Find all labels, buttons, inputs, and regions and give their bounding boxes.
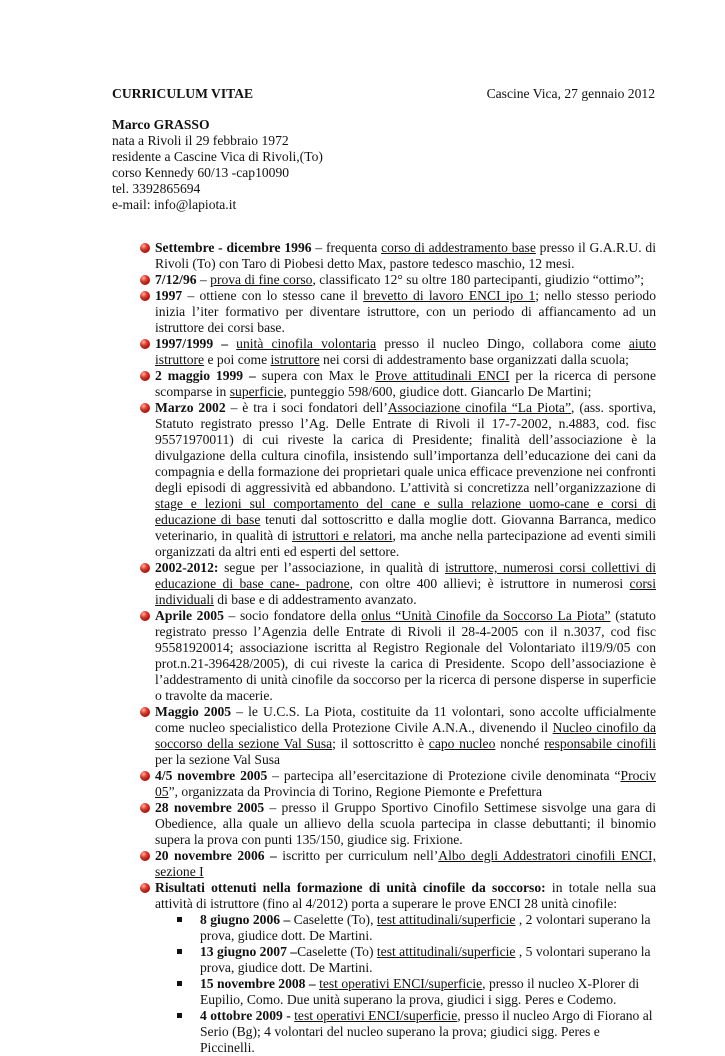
entry-text: nei corsi di addestramento base organizzati dalla scuola;: [319, 352, 629, 367]
red-bullet-icon: [140, 371, 150, 381]
entry-text: [228, 336, 236, 351]
bold-heading: Maggio 2005: [155, 704, 232, 719]
bold-heading: Aprile 2005: [155, 608, 224, 623]
underlined-text: Prove attitudinali ENCI: [375, 368, 510, 383]
list-item: [155, 768, 656, 800]
list-item: [155, 800, 656, 848]
bold-heading: 8 giugno 2006 –: [200, 912, 291, 927]
entry-text: , punteggio 598/600, giudice dott. Giancarlo De Martini;: [283, 384, 592, 399]
entry-text: in totale nella sua attività di istruttore (fino al 4/2012) porta a superare le prove ENCI 28 unità cinofile:: [155, 880, 656, 911]
entry-text: ”, organizzata da Provincia di Torino, Regione Piemonte e Prefettura: [168, 784, 542, 799]
entry-text: iscritto per curriculum nell’: [276, 848, 439, 863]
list-item: [155, 240, 656, 272]
underlined-text: Prociv 05: [155, 768, 657, 799]
underlined-text: Nucleo cinofilo da soccorso della sezione Val Susa: [155, 720, 656, 751]
underlined-text: onlus “Unità Cinofile da Soccorso La Piota”: [361, 608, 611, 623]
entry-text: – è tra i soci fondatori dell’: [225, 400, 388, 415]
entry-text: di base e di addestramento avanzato.: [213, 592, 417, 607]
bold-heading: 1997: [155, 288, 183, 303]
bold-heading: Risultati ottenuti nella formazione di unità cinofile da soccorso:: [155, 880, 546, 895]
entry-text: – partecipa all’esercitazione di Protezione civile denominata “: [267, 768, 621, 783]
entry-text: – ottiene con lo stesso cane il: [182, 288, 364, 303]
square-bullet-icon: [177, 949, 182, 954]
underlined-text: aiuto istruttore: [155, 336, 656, 367]
underlined-text: capo nucleo: [428, 736, 496, 751]
bold-heading: Marzo 2002: [155, 400, 226, 415]
entry-text: , presso il nucleo X-Plorer di Eupilio, Como. Due unità superano la prova, giudici i sigg. Peres e Codemo.: [200, 976, 640, 1007]
red-bullet-icon: [140, 771, 150, 781]
entry-text: e poi come: [204, 352, 271, 367]
entry-text: Caselette (To): [297, 944, 377, 959]
entry-text: – frequenta: [311, 240, 382, 255]
red-bullet-icon: [140, 291, 150, 301]
bold-heading: Settembre - dicembre 1996: [155, 240, 312, 255]
entry-text: , con oltre 400 allievi; è istruttore in numerosi: [349, 576, 630, 591]
bold-heading: 1997/1999 –: [155, 336, 229, 351]
underlined-text: istruttore, numerosi corsi collettivi di educazione di base cane- padrone: [155, 560, 656, 591]
entry-text: ; nello stesso periodo inizia l’iter formativo per diventare istruttore, con un periodo di affiancamento ad un istruttore dei corsi base.: [155, 288, 657, 335]
entry-text: per la sezione Val Susa: [155, 752, 281, 767]
red-bullet-icon: [140, 275, 150, 285]
entry-text: , classificato 12° su oltre 180 partecipanti, giudizio “ottimo”;: [312, 272, 645, 287]
red-bullet-icon: [140, 611, 150, 621]
list-item: [155, 272, 656, 288]
red-bullet-icon: [140, 851, 150, 861]
underlined-text: prova di fine corso: [210, 272, 313, 287]
document-title: CURRICULUM VITAE: [112, 86, 254, 101]
entry-text: nonché: [495, 736, 545, 751]
underlined-text: Associazione cinofila “La Piota”: [387, 400, 571, 415]
underlined-text: superficie: [229, 384, 284, 399]
list-item: [155, 880, 656, 1056]
entry-text: Caselette (To),: [290, 912, 377, 927]
sub-list: [155, 912, 656, 1056]
document-header: [112, 86, 655, 102]
underlined-text: test operativi ENCI/superficie: [319, 976, 483, 991]
bold-heading: 13 giugno 2007 –: [200, 944, 298, 959]
entry-text: ; il sottoscritto è: [332, 736, 429, 751]
red-bullet-icon: [140, 339, 150, 349]
bold-heading: 15 novembre 2008 –: [200, 976, 316, 991]
residence-info: residente a Cascine Vica di Rivoli,(To): [112, 149, 323, 164]
red-bullet-icon: [140, 707, 150, 717]
entry-text: – socio fondatore della: [223, 608, 362, 623]
sub-list-item: [200, 1008, 656, 1056]
phone-info: tel. 3392865694: [112, 181, 201, 196]
entry-text: per la ricerca di persone scomparse in: [155, 368, 657, 399]
entry-text: , (ass. sportiva, Statuto registrato presso l’Ag. Delle Entrate di Rivoli il 17-7-2002, n.4883, cod. fisc 95571970011) di cui riveste la carica di Presidente; finalità dell’associazione è la divulgazione della cultura cinofila, insistendo sull’importanza dell’educazione dei cani da compagnia e della formazione dei proprietari quale unica efficace prevenzione nei confronti degli episodi di aggressività ed abbandono. L’attività si concretizza nell’organizzazione di: [155, 400, 656, 495]
email-info: e-mail: info@lapiota.it: [112, 197, 237, 212]
bold-heading: 20 novembre 2006 –: [155, 848, 277, 863]
entry-text: supera con Max le: [255, 368, 376, 383]
entry-text: , ma anche nella partecipazione ad eventi simili organizzati da altri enti ed esperti del settore.: [155, 528, 657, 559]
entry-text: segue per l’associazione, in qualità di: [218, 560, 445, 575]
bold-heading: 2002-2012:: [155, 560, 219, 575]
list-item: [155, 288, 656, 336]
red-bullet-icon: [140, 803, 150, 813]
list-item: [155, 336, 656, 368]
underlined-text: stage e lezioni sul comportamento del cane e sulla relazione uomo-cane e corsi di educazione di base: [155, 496, 656, 527]
sub-list-item: [200, 976, 656, 1008]
bold-heading: 4/5 novembre 2005: [155, 768, 268, 783]
underlined-text: test attitudinali/superficie: [376, 912, 516, 927]
underlined-text: test attitudinali/superficie: [376, 944, 516, 959]
place-date: Cascine Vica, 27 gennaio 2012: [486, 86, 655, 101]
underlined-text: corsi individuali: [155, 576, 656, 607]
entry-text: – le U.C.S. La Piota, costituite da 11 volontari, sono accolte ufficialmente come nucleo specialistico della Protezione Civile A.N.A., divenendo il: [155, 704, 656, 735]
entry-text: (statuto registrato presso l’Agenzia delle Entrate di Rivoli il 28-4-2005 con il n.3037, cod fisc 95581920014; associazione iscritta al Registro Regionale del Volontariato il19/9/05 con prot.n.21-396428/2005), di cui riveste la carica di Presidente. Scopo dell’associazione è l’addestramento di unità cinofile da soccorso per la ricerca di persone disperse in superficie o travolte da macerie.: [155, 608, 656, 703]
underlined-text: brevetto di lavoro ENCI ipo 1: [363, 288, 536, 303]
square-bullet-icon: [177, 1013, 182, 1018]
underlined-text: corso di addestramento base: [381, 240, 536, 255]
red-bullet-icon: [140, 243, 150, 253]
list-item: [155, 400, 656, 560]
underlined-text: test operativi ENCI/superficie: [294, 1008, 458, 1023]
entry-text: presso il G.A.R.U. di Rivoli (To) con Taro di Piobesi detto Max, pastore tedesco maschio, 12 mesi.: [155, 240, 656, 271]
square-bullet-icon: [177, 917, 182, 922]
entry-text: , 2 volontari superano la prova, giudice dott. De Martini.: [200, 912, 651, 943]
underlined-text: istruttore: [270, 352, 320, 367]
birth-info: nata a Rivoli il 29 febbraio 1972: [112, 133, 289, 148]
entry-text: presso il nucleo Dingo, collabora come: [376, 336, 629, 351]
entry-text: , 5 volontari superano la prova, giudice dott. De Martini.: [200, 944, 651, 975]
list-item: [155, 848, 656, 880]
list-item: [155, 608, 656, 704]
list-item: [155, 704, 656, 768]
list-item: [155, 368, 656, 400]
red-bullet-icon: [140, 883, 150, 893]
red-bullet-icon: [140, 403, 150, 413]
list-item: [155, 560, 656, 608]
underlined-text: responsabile cinofili: [544, 736, 656, 751]
bold-heading: 28 novembre 2005: [155, 800, 265, 815]
address-info: corso Kennedy 60/13 -cap10090: [112, 165, 290, 180]
underlined-text: istruttori e relatori: [292, 528, 393, 543]
person-name: Marco GRASSO: [112, 117, 210, 132]
red-bullet-icon: [140, 563, 150, 573]
entry-text: , presso il nucleo Argo di Fiorano al Serio (Bg); 4 volontari del nucleo superano la prova; giudici sigg. Peres e Piccinelli.: [200, 1008, 653, 1055]
underlined-text: unità cinofila volontaria: [236, 336, 377, 351]
entry-text: –: [196, 272, 211, 287]
sub-list-item: [200, 912, 656, 944]
bold-heading: 2 maggio 1999 –: [155, 368, 256, 383]
square-bullet-icon: [177, 981, 182, 986]
sub-list-item: [200, 944, 656, 976]
bold-heading: 7/12/96: [155, 272, 197, 287]
underlined-text: Albo degli Addestratori cinofili ENCI, sezione I: [155, 848, 656, 879]
entry-text: – presso il Gruppo Sportivo Cinofilo Settimese sisvolge una gara di Obedience, alla quale un allievo della scuola partecipa in classe debuttanti; il binomio supera la prova con punti 135/150, giudice sig. Frixione.: [155, 800, 656, 847]
entry-text: tenuti dal sottoscritto e dalla moglie dott. Giovanna Barranca, medico veterinario, in qualità di: [155, 512, 656, 543]
personal-info: [112, 117, 532, 213]
bold-heading: 4 ottobre 2009 -: [200, 1008, 291, 1023]
experience-list: [0, 240, 725, 1056]
